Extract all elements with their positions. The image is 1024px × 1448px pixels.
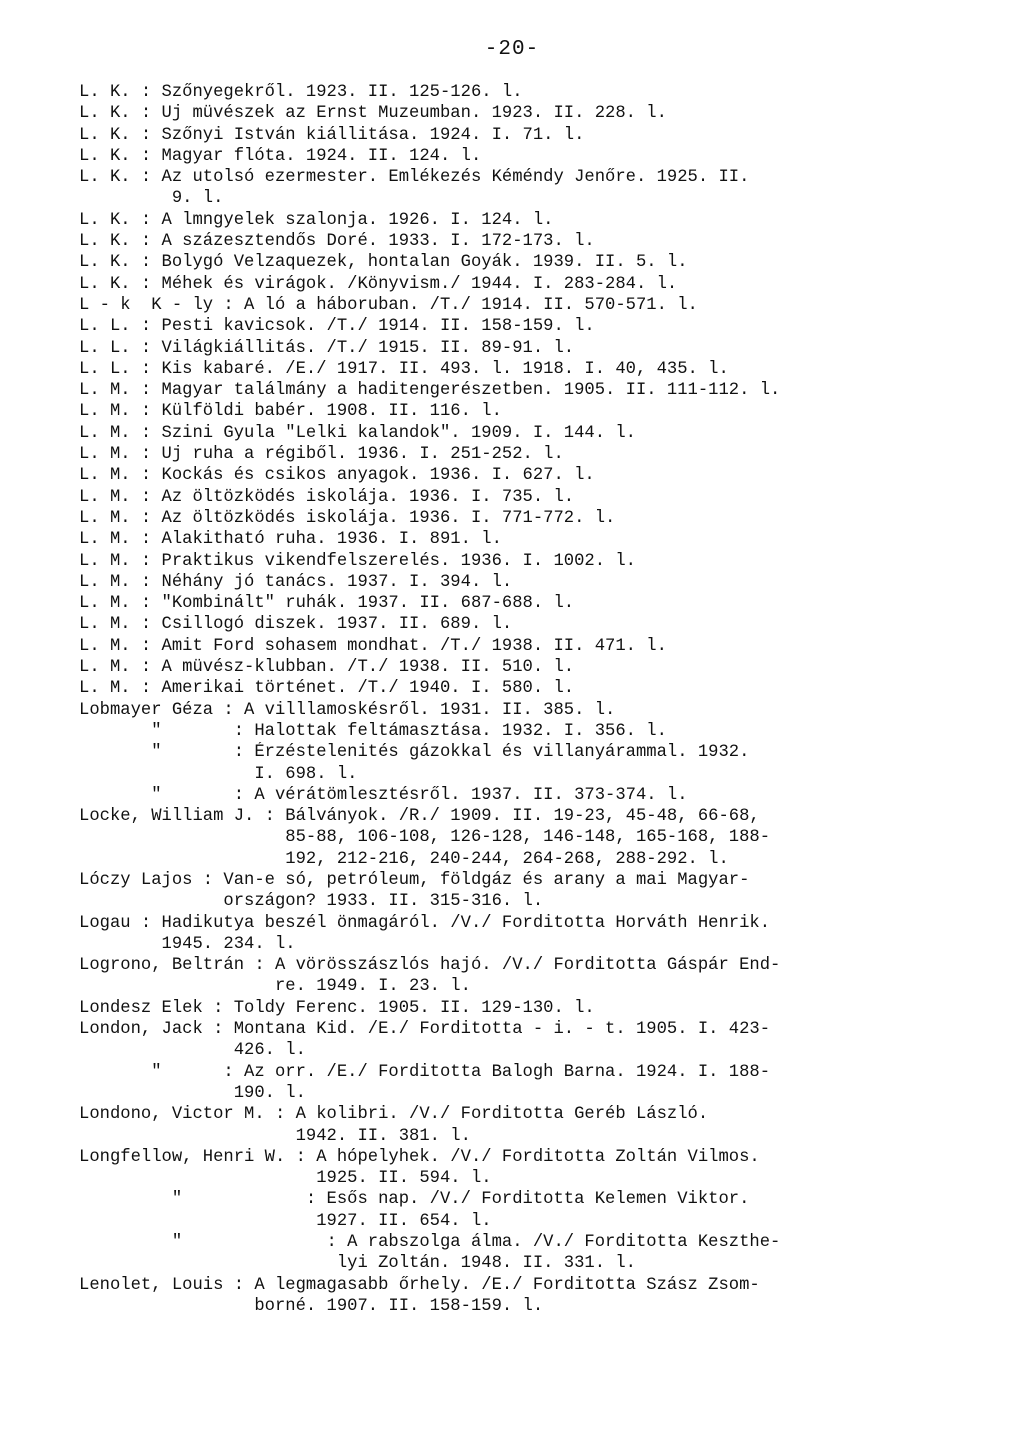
index-line: L. M. : Az öltözködés iskolája. 1936. I. 735. l. xyxy=(79,487,575,507)
index-line: Lóczy Lajos : Van-e só, petróleum, földgáz és arany a mai Magyar- xyxy=(79,870,750,890)
index-line: Londesz Elek : Toldy Ferenc. 1905. II. 129-130. l. xyxy=(79,998,595,1018)
index-line: borné. 1907. II. 158-159. l. xyxy=(79,1296,544,1316)
index-line: L. K. : Magyar flóta. 1924. II. 124. l. xyxy=(79,146,482,166)
index-line: Logrono, Beltrán : A vörösszászlós hajó. /V./ Forditotta Gáspár End- xyxy=(79,956,781,976)
index-line: L. K. : Az utolsó ezermester. Emlékezés Kéméndy Jenőre. 1925. II. xyxy=(79,168,750,188)
index-line: L. K. : A lmngyelek szalonja. 1926. I. 124. l. xyxy=(79,210,554,230)
index-line: Londono, Victor M. : A kolibri. /V./ Forditotta Geréb László. xyxy=(79,1105,709,1125)
index-line: 1945. 234. l. xyxy=(79,934,296,954)
index-line: L. M. : Magyar találmány a haditengerészetben. 1905. II. 111-112. l. xyxy=(79,381,781,401)
index-line: L. M. : A müvész-klubban. /T./ 1938. II. 510. l. xyxy=(79,658,575,678)
index-line: L. M. : Praktikus vikendfelszerelés. 1936. I. 1002. l. xyxy=(79,551,636,571)
index-line: " : Az orr. /E./ Forditotta Balogh Barna. 1924. I. 188- xyxy=(79,1062,771,1082)
index-line: L. K. : Bolygó Velzaquezek, hontalan Goyák. 1939. II. 5. l. xyxy=(79,253,688,273)
index-line: Locke, William J. : Bálványok. /R./ 1909. II. 19-23, 45-48, 66-68, xyxy=(79,807,760,827)
index-line: Lenolet, Louis : A legmagasabb őrhely. /E./ Forditotta Szász Zsom- xyxy=(79,1275,760,1295)
index-line: L. K. : Uj müvészek az Ernst Muzeumban. 1923. II. 228. l. xyxy=(79,104,667,124)
index-line: 9. l. xyxy=(79,189,224,209)
index-line: " : Érzéstelenités gázokkal és villanyárammal. 1932. xyxy=(79,743,750,763)
index-line: L. M. : Szini Gyula "Lelki kalandok". 1909. I. 144. l. xyxy=(79,423,636,443)
index-line: 1927. II. 654. l. xyxy=(79,1211,492,1231)
index-line: L. M. : Az öltözködés iskolája. 1936. I. 771-772. l. xyxy=(79,508,616,528)
index-line: 192, 212-216, 240-244, 264-268, 288-292. l. xyxy=(79,849,729,869)
index-line: L. M. : Csillogó diszek. 1937. II. 689. l. xyxy=(79,615,513,635)
index-line: I. 698. l. xyxy=(79,764,358,784)
index-line: L. M. : Amit Ford sohasem mondhat. /T./ 1938. II. 471. l. xyxy=(79,636,667,656)
index-line: re. 1949. I. 23. l. xyxy=(79,977,471,997)
index-line: L. L. : Világkiállitás. /T./ 1915. II. 89-91. l. xyxy=(79,338,575,358)
index-line: L. K. : Méhek és virágok. /Könyvism./ 1944. I. 283-284. l. xyxy=(79,274,678,294)
index-line: lyi Zoltán. 1948. II. 331. l. xyxy=(79,1254,636,1274)
page-number: -20- xyxy=(484,38,540,61)
index-line: L. M. : Uj ruha a régiből. 1936. I. 251-252. l. xyxy=(79,445,564,465)
index-line: 85-88, 106-108, 126-128, 146-148, 165-168, 188- xyxy=(79,828,771,848)
index-line: " : A rabszolga álma. /V./ Forditotta Keszthe- xyxy=(79,1233,781,1253)
bibliography-index xyxy=(79,82,959,1317)
index-line: L. L. : Kis kabaré. /E./ 1917. II. 493. l. 1918. I. 40, 435. l. xyxy=(79,359,729,379)
index-line: L. M. : Alakitható ruha. 1936. I. 891. l. xyxy=(79,530,502,550)
index-line: 1925. II. 594. l. xyxy=(79,1169,492,1189)
index-line: 426. l. xyxy=(79,1041,306,1061)
index-line: " : Halottak feltámasztása. 1932. I. 356. l. xyxy=(79,721,667,741)
index-line: L. M. : Kockás és csikos anyagok. 1936. I. 627. l. xyxy=(79,466,595,486)
index-line: országon? 1933. II. 315-316. l. xyxy=(79,892,544,912)
index-line: Longfellow, Henri W. : A hópelyhek. /V./ Forditotta Zoltán Vilmos. xyxy=(79,1147,760,1167)
index-line: L - k K - ly : A ló a háboruban. /T./ 1914. II. 570-571. l. xyxy=(79,295,698,315)
index-line: 1942. II. 381. l. xyxy=(79,1126,471,1146)
index-line: L. M. : Néhány jó tanács. 1937. I. 394. l. xyxy=(79,572,513,592)
index-line: L. L. : Pesti kavicsok. /T./ 1914. II. 158-159. l. xyxy=(79,317,595,337)
index-line: " : Esős nap. /V./ Forditotta Kelemen Viktor. xyxy=(79,1190,750,1210)
index-line: London, Jack : Montana Kid. /E./ Forditotta - i. - t. 1905. I. 423- xyxy=(79,1020,771,1040)
index-line: L. K. : Szőnyi István kiállitása. 1924. I. 71. l. xyxy=(79,125,585,145)
index-line: L. M. : Amerikai történet. /T./ 1940. I. 580. l. xyxy=(79,679,575,699)
index-line: Logau : Hadikutya beszél önmagáról. /V./ Forditotta Horváth Henrik. xyxy=(79,913,771,933)
index-line: Lobmayer Géza : A villlamoskésről. 1931. II. 385. l. xyxy=(79,700,616,720)
index-line: 190. l. xyxy=(79,1083,306,1103)
index-line: L. M. : "Kombinált" ruhák. 1937. II. 687-688. l. xyxy=(79,594,575,614)
index-line: L. K. : Szőnyegekről. 1923. II. 125-126. l. xyxy=(79,83,523,102)
index-line: L. M. : Külföldi babér. 1908. II. 116. l. xyxy=(79,402,502,422)
index-line: " : A vérátömlesztésről. 1937. II. 373-374. l. xyxy=(79,785,688,805)
index-line: L. K. : A százesztendős Doré. 1933. I. 172-173. l. xyxy=(79,232,595,252)
